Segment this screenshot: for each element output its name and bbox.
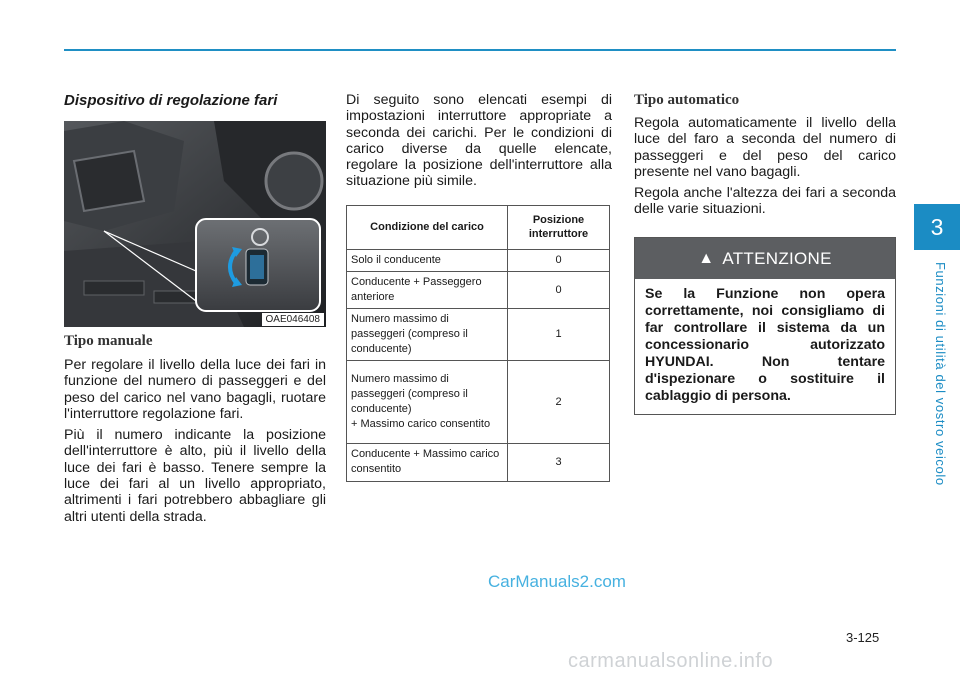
table-row: [347, 249, 610, 271]
column-header: Posizione interruttore: [508, 205, 610, 249]
condition-line: Numero massimo di passeggeri (compreso il conducente): [351, 372, 468, 415]
warning-triangle-icon: ▲: [698, 249, 715, 267]
column-header: Condizione del carico: [347, 205, 508, 249]
table-header-row: [347, 205, 610, 249]
warning-title: ATTENZIONE: [722, 248, 832, 268]
section-heading: Dispositivo di regolazione fari: [64, 92, 278, 109]
watermark-link[interactable]: CarManuals2.com: [488, 572, 626, 591]
condition-cell: Conducente + Massimo carico consentito: [347, 443, 508, 481]
paragraph: Più il numero indicante la posizione dell'interruttore è alto, più il livello della luce dei fari è basso. Tenere sempre la luce dei fari al un livello appropriato, altrimenti i fari potrebbero abbagliare gli altri utenti della strada.: [64, 427, 326, 525]
condition-cell: [347, 360, 508, 443]
position-cell: 2: [508, 360, 610, 443]
position-cell: 1: [508, 308, 610, 360]
warning-box: [634, 237, 896, 415]
dashboard-illustration: [64, 121, 326, 327]
table-row: [347, 308, 610, 360]
column-left: [64, 92, 326, 525]
paragraph: Regola anche l'altezza dei fari a seconda delle varie situazioni.: [634, 185, 896, 218]
condition-cell: Conducente + Passeggero anteriore: [347, 271, 508, 308]
table-row: [347, 443, 610, 481]
load-condition-table: [346, 205, 610, 482]
chapter-tab[interactable]: [914, 204, 960, 250]
position-cell: 0: [508, 249, 610, 271]
paragraph: Regola automaticamente il livello della luce del faro a seconda del numero di passeggeri e del peso del carico presente nel vano bagagli.: [634, 115, 896, 180]
subheading-manual: Tipo manuale: [64, 333, 153, 349]
paragraph: Di seguito sono elencati esempi di impostazioni interruttore appropriate a seconda dei carichi. Per le condizioni di carico diverse da quelle elencate, regolare la posizione dell'interruttore alla situazione più simile.: [346, 92, 612, 190]
subheading-automatic: Tipo automatico: [634, 92, 740, 108]
table-row: [347, 360, 610, 443]
position-cell: 3: [508, 443, 610, 481]
condition-cell: Numero massimo di passeggeri (compreso il conducente): [347, 308, 508, 360]
image-code: OAE046408: [262, 313, 325, 326]
headlamp-switch-photo: [64, 121, 326, 327]
page-number: 3-125: [846, 630, 880, 645]
chapter-number: 3: [930, 213, 944, 240]
table-row: [347, 271, 610, 308]
column-middle: [346, 92, 612, 482]
condition-line: + Massimo carico consentito: [351, 417, 491, 430]
chapter-title: Funzioni di utilità del vostro veicolo: [933, 262, 948, 486]
paragraph: Per regolare il livello della luce dei fari in funzione del numero di passeggeri e del peso del carico nel vano bagagli, ruotare l'interruttore regolazione fari.: [64, 357, 326, 422]
warning-header: [635, 238, 895, 279]
condition-cell: Solo il conducente: [347, 249, 508, 271]
position-cell: 0: [508, 271, 610, 308]
warning-text: Se la Funzione non opera correttamente, noi consigliamo di far controllare il sistema da un concessionario autorizzato HYUNDAI. Non tentare d'ispezionare o sostituire il cablaggio di persona.: [645, 286, 885, 404]
column-right: [634, 92, 896, 218]
bottom-watermark: carmanualsonline.info: [568, 650, 774, 672]
header-rule: [64, 49, 896, 51]
